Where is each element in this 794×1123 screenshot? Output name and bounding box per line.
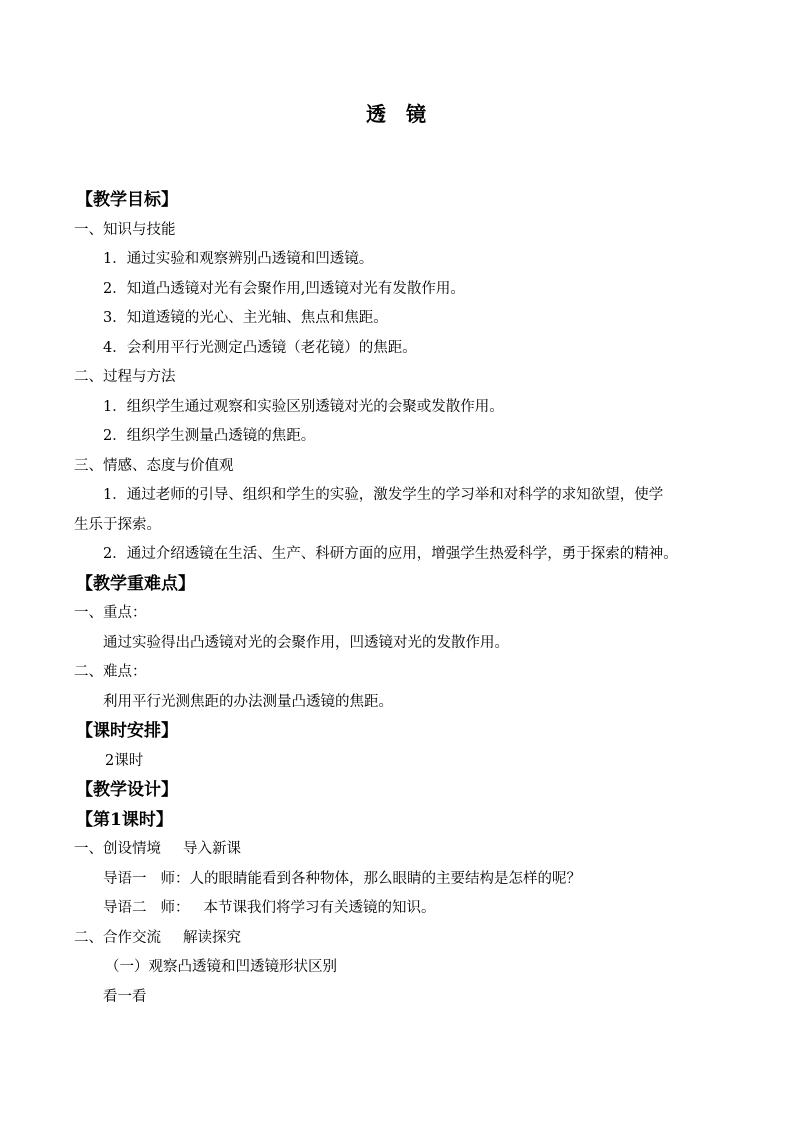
section-label: 二、合作交流 [74, 929, 161, 946]
subsection-observe: （一）观察凸透镜和凹透镜形状区别 [105, 959, 337, 975]
heading-lesson-1: 【第1课时】 [76, 809, 173, 830]
list-item: 2．组织学生测量凸透镜的焦距。 [103, 428, 316, 444]
list-item [74, 865, 734, 895]
key-point-text: 通过实验得出凸透镜对光的会聚作用，凹透镜对光的发散作用。 [103, 634, 509, 651]
list-item: 1．组织学生通过观察和实验区别透镜对光的会聚或发散作用。 [103, 398, 504, 415]
intro-text: 本节课我们将学习有关透镜的知识。 [203, 900, 436, 916]
title-part-1: 透 [366, 102, 388, 126]
intro-text: 师：人的眼睛能看到各种物体，那么眼睛的主要结构是怎样的呢？ [160, 870, 581, 887]
intro-speaker: 师： [160, 900, 190, 916]
section-create-scenario [74, 835, 734, 865]
heading-key-difficult-points: 【教学重难点】 [76, 573, 195, 594]
section-key-point: 一、重点： [74, 605, 147, 621]
section-attitudes-values: 三、情感、态度与价值观 [74, 457, 234, 474]
section-cooperation [74, 924, 734, 954]
list-item: 1．通过实验和观察辨别凸透镜和凹透镜。 [103, 251, 374, 267]
document-body [74, 186, 734, 1012]
heading-teaching-goals: 【教学目标】 [76, 190, 178, 210]
list-item: 4．会利用平行光测定凸透镜（老花镜）的焦距。 [103, 339, 417, 356]
section-label-2: 解读探究 [183, 929, 241, 946]
list-item: 3．知道透镜的光心、主光轴、焦点和焦距。 [103, 310, 388, 326]
list-item [74, 894, 734, 924]
section-difficult-point: 二、难点： [74, 664, 147, 680]
section-label: 一、创设情境 [74, 841, 161, 857]
difficult-point-text: 利用平行光测焦距的办法测量凸透镜的焦距。 [103, 693, 393, 710]
section-process-methods: 二、过程与方法 [74, 369, 176, 385]
list-item-continuation: 生乐于探索。 [74, 516, 161, 533]
class-hours-text: 2课时 [105, 752, 144, 769]
title-part-2: 镜 [406, 102, 428, 126]
heading-teaching-design: 【教学设计】 [76, 780, 178, 800]
intro-label: 导语二 [103, 900, 147, 916]
heading-class-schedule: 【课时安排】 [76, 721, 178, 741]
intro-label: 导语一 [103, 870, 147, 887]
list-item: 2．知道凸透镜对光有会聚作用,凹透镜对光有发散作用。 [103, 280, 465, 297]
list-item: 2．通过介绍透镜在生活、生产、科研方面的应用，增强学生热爱科学，勇于探索的精神。 [103, 546, 678, 562]
look-text: 看一看 [103, 988, 147, 1005]
page-title [0, 98, 794, 127]
section-label-2: 导入新课 [183, 841, 241, 857]
section-knowledge-skills: 一、知识与技能 [74, 221, 176, 238]
list-item: 1．通过老师的引导、组织和学生的实验，激发学生的学习举和对科学的求知欲望，使学 [103, 487, 664, 503]
